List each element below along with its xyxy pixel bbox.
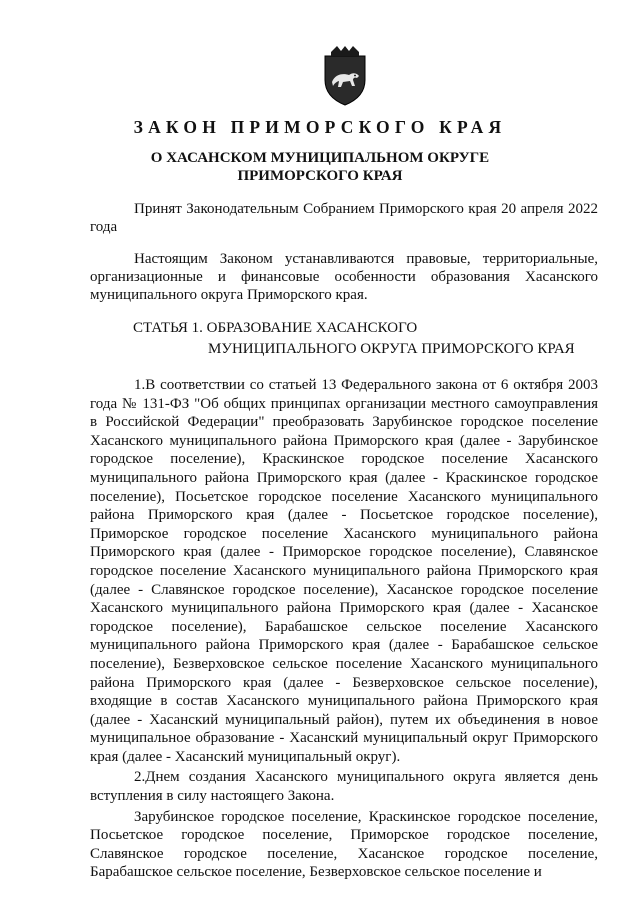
article-paragraph-3: [90, 808, 598, 882]
intro-text: Настоящим Законом устанавливаются правовые, территориальные, организационные и финансовые особенности образования Хасанского муниципального округа Приморского края.: [90, 251, 598, 303]
article-heading-line-2: МУНИЦИПАЛЬНОГО ОКРУГА ПРИМОРСКОГО КРАЯ: [208, 341, 575, 357]
article-1-body: [90, 376, 598, 882]
intro-paragraph: [90, 250, 598, 304]
article-paragraph-1-text: 1.В соответствии со статьей 13 Федерального закона от 6 октября 2003 года № 131-ФЗ "Об общих принципах организации местного самоуправления в Российской Федерации" преобразовать Зарубинское городское поселение Хасанского муниципального района Приморского края (далее - Зарубинское городское поселение), Краскинское городское поселение Хасанского муниципального района Приморского края (далее - Краскинское городское поселение), Посьетское городское поселение Хасанского муниципального района Приморского края (далее - Посьетское городское поселение), Приморское городское поселение Хасанского муниципального района Приморского края (далее - Приморское городское поселение), Славянское городское поселение Хасанского муниципального района Приморского края (далее - Славянское городское поселение), Хасанское городское поселение Хасанского муниципального района Приморского края (далее - Хасанское городское поселение), Барабашское сельское поселение Хасанского муниципального района Приморского края (далее - Барабашское сельское поселение), Безверховское сельское поселение Хасанского муниципального района Приморского края (далее - Безверховское сельское поселение), входящие в состав Хасанского муниципального района Приморского края (далее - Хасанский муниципальный район), путем их объединения в новое муниципальное образование - Хасанский муниципальный округ Приморского края (далее - Хасанский муниципальный округ).: [90, 377, 598, 765]
law-title: ЗАКОН ПРИМОРСКОГО КРАЯ: [133, 117, 507, 137]
adoption-text: Принят Законодательным Собранием Приморского края 20 апреля 2022 года: [90, 201, 598, 235]
subtitle-line-1: О ХАСАНСКОМ МУНИЦИПАЛЬНОМ ОКРУГЕ: [150, 150, 490, 166]
article-paragraph-1: [90, 376, 598, 766]
article-paragraph-2: [90, 768, 598, 805]
article-heading-line-1: СТАТЬЯ 1. ОБРАЗОВАНИЕ ХАСАНСКОГО: [133, 320, 418, 336]
adoption-statement: [90, 200, 598, 236]
law-subtitle: [0, 149, 640, 185]
subtitle-line-2: ПРИМОРСКОГО КРАЯ: [237, 168, 403, 184]
article-paragraph-2-text: 2.Днем создания Хасанского муниципального округа является день вступления в силу настоящего Закона.: [90, 769, 598, 805]
coat-of-arms-icon: [323, 46, 367, 106]
article-paragraph-3-text: Зарубинское городское поселение, Краскинское городское поселение, Посьетское городское поселение, Приморское городское поселение, Славянское городское поселение, Хасанское городское поселение, Барабашское сельское поселение, Безверховское сельское поселение и: [90, 808, 598, 881]
